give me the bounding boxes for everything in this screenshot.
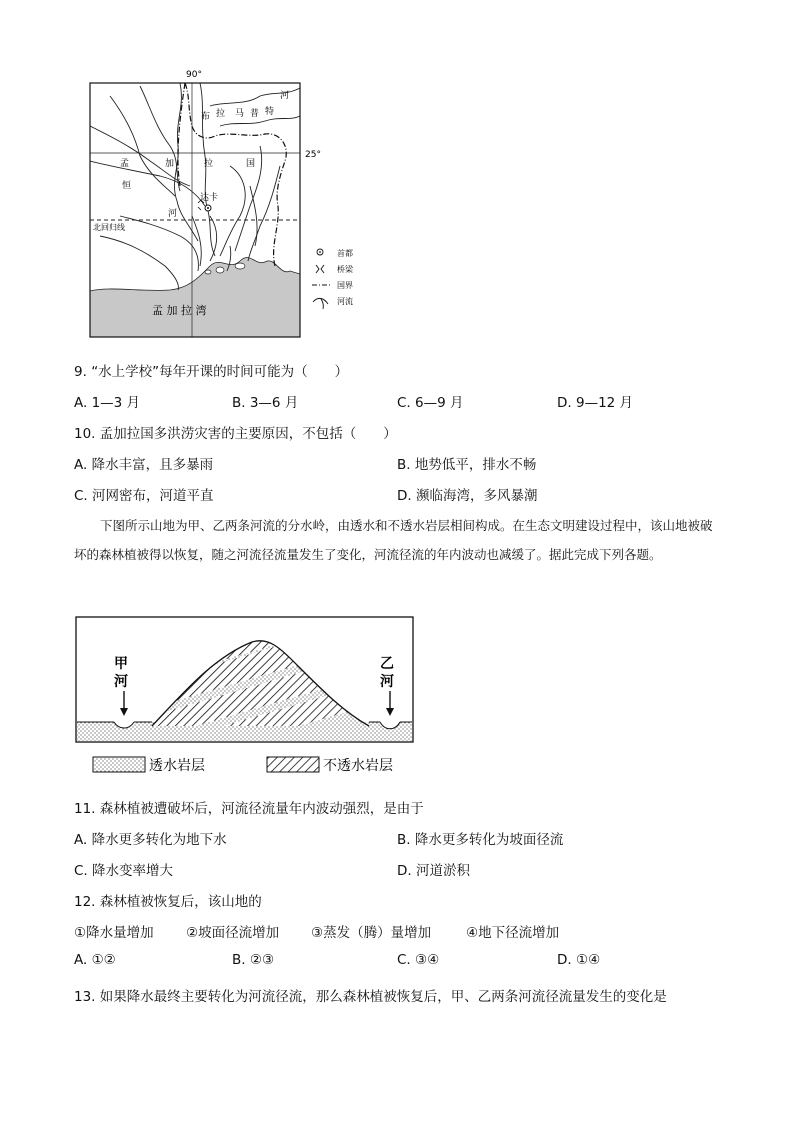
map-legend [312, 248, 354, 309]
permeable-swatch [93, 757, 145, 772]
svg-text:马: 马 [235, 109, 245, 119]
svg-text:国界: 国界 [337, 281, 353, 290]
bridge-icon [316, 265, 324, 273]
svg-text:普: 普 [250, 109, 260, 119]
option-c[interactable]: C. 6—9 月 [397, 395, 464, 411]
svg-text:首都: 首都 [337, 249, 353, 258]
svg-text:河流: 河流 [337, 297, 353, 306]
cross-section-figure [74, 612, 419, 782]
statement-1: ①降水量增加 [74, 925, 154, 941]
option-d[interactable]: D. 濒临海湾，多风暴潮 [397, 488, 538, 504]
svg-text:布: 布 [201, 112, 211, 122]
tropic-label: 北回归线 [93, 223, 125, 232]
svg-text:特: 特 [265, 107, 275, 117]
statement-2: ②坡面径流增加 [186, 925, 280, 941]
lat-label: 25° [305, 150, 321, 160]
svg-text:桥梁: 桥梁 [337, 265, 353, 274]
passage: 下图所示山地为甲、乙两条河流的分水岭，由透水和不透水岩层相间构成。在生态文明建设过程中，该山地被破坏的森林植被得以恢复，随之河流径流量发生了变化，河流径流的年内波动也减缓了。据此完成下列各题。 [74, 518, 713, 562]
question-number: 13. [74, 989, 96, 1005]
question-13 [74, 985, 667, 1005]
question-number: 11. [74, 801, 96, 817]
question-number: 9. [74, 364, 87, 380]
option-a[interactable]: A. 1—3 月 [74, 395, 141, 411]
legend-impermeable: 不透水岩层 [323, 758, 393, 774]
question-10 [74, 422, 397, 442]
question-number: 12. [74, 894, 96, 910]
legend-permeable: 透水岩层 [149, 758, 205, 774]
option-d[interactable]: D. 9—12 月 [557, 395, 634, 411]
option-c[interactable]: C. ③④ [397, 952, 440, 968]
river-jia-label: 甲 [114, 656, 128, 672]
option-a[interactable]: A. 降水丰富，且多暴雨 [74, 457, 214, 473]
lon-label: 90° [186, 70, 202, 80]
option-c[interactable]: C. 河网密布，河道平直 [74, 488, 214, 504]
statement-4: ④地下径流增加 [466, 925, 560, 941]
question-stem: 如果降水最终主要转化为河流径流，那么森林植被恢复后，甲、乙两条河流径流量发生的变化是 [99, 989, 667, 1005]
question-stem: 森林植被恢复后，该山地的 [99, 894, 262, 910]
map-figure [80, 66, 380, 346]
river-icon [313, 298, 328, 309]
svg-text:国: 国 [246, 159, 256, 169]
option-b[interactable]: B. 降水更多转化为坡面径流 [397, 832, 564, 848]
svg-text:河: 河 [380, 674, 394, 690]
option-c[interactable]: C. 降水变率增大 [74, 863, 174, 879]
question-stem: “水上学校”每年开课的时间可能为（ ） [91, 364, 349, 380]
bay-label: 孟 加 拉 湾 [152, 304, 207, 317]
dhaka-label: 达卡 [200, 193, 219, 203]
svg-text:拉: 拉 [216, 109, 226, 119]
option-b[interactable]: B. ②③ [232, 952, 275, 968]
svg-text:恒: 恒 [122, 181, 132, 191]
option-b[interactable]: B. 地势低平，排水不畅 [397, 457, 537, 473]
svg-text:孟: 孟 [120, 159, 130, 169]
option-d[interactable]: D. 河道淤积 [397, 863, 470, 879]
question-12 [74, 890, 262, 910]
impermeable-swatch [267, 757, 319, 772]
question-stem: 孟加拉国多洪涝灾害的主要原因，不包括（ ） [99, 426, 397, 442]
svg-text:河: 河 [114, 674, 128, 690]
option-a[interactable]: A. ①② [74, 952, 116, 968]
svg-text:河: 河 [168, 209, 178, 219]
option-a[interactable]: A. 降水更多转化为地下水 [74, 832, 227, 848]
question-11 [74, 797, 424, 817]
statement-3: ③蒸发（腾）量增加 [311, 925, 432, 941]
option-d[interactable]: D. ①④ [557, 952, 601, 968]
svg-text:拉: 拉 [204, 159, 214, 169]
question-stem: 森林植被遭破坏后，河流径流量年内波动强烈，是由于 [99, 801, 424, 817]
svg-text:加: 加 [165, 159, 175, 169]
river-yi-label: 乙 [380, 656, 394, 672]
option-b[interactable]: B. 3—6 月 [232, 395, 299, 411]
question-9 [74, 360, 348, 380]
svg-text:河: 河 [280, 91, 290, 101]
question-number: 10. [74, 426, 96, 442]
